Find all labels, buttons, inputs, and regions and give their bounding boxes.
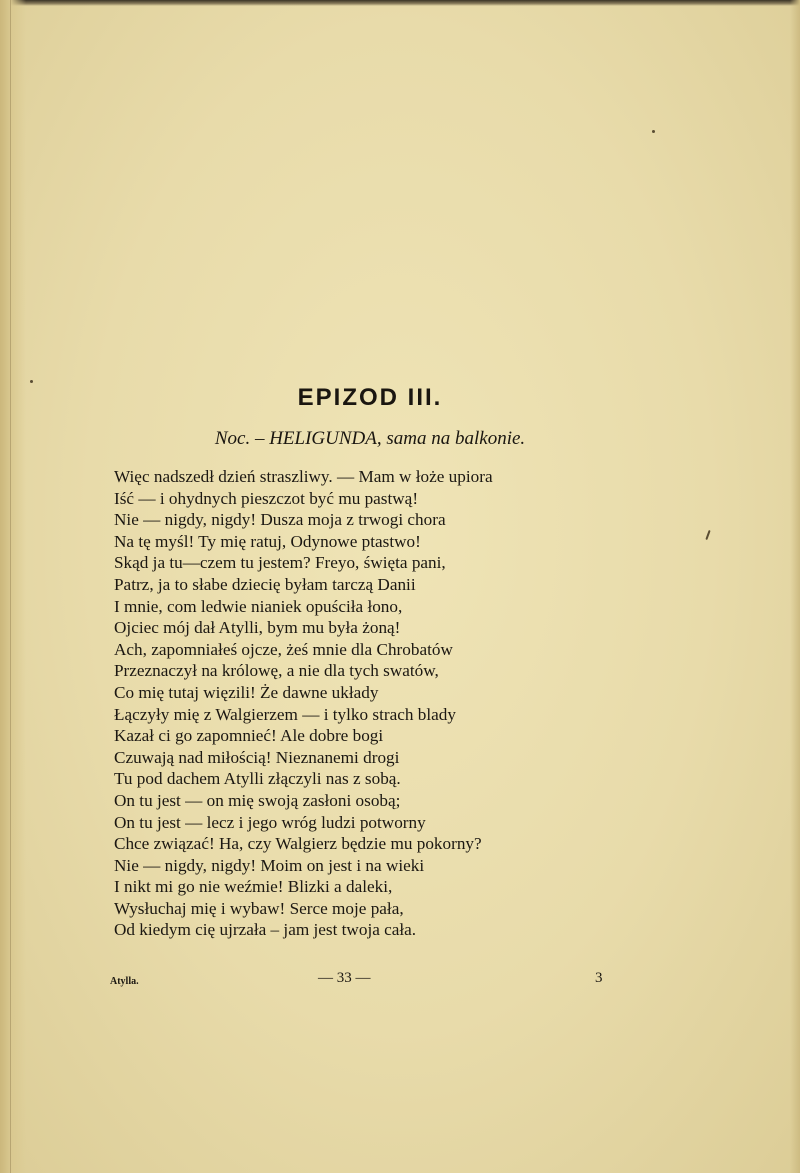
binding-fold <box>10 0 11 1173</box>
stage-direction: Noc. – HELIGUNDA, sama na balkonie. <box>214 428 526 449</box>
poem-line: Łączyły mię z Walgierzem — i tylko strach blady <box>114 704 456 724</box>
poem-line: Iść — i ohydnych pieszczot być mu pastwą! <box>114 488 419 508</box>
poem-line: Nie — nigdy, nigdy! Dusza moja z trwogi chora <box>114 510 446 530</box>
poem-line: Patrz, ja to słabe dziecię byłam tarczą Danii <box>114 574 416 594</box>
poem-line: Od kiedym cię ujrzała – jam jest twoja cała. <box>114 920 417 940</box>
page-number: — 33 — <box>318 970 371 986</box>
poem-line: Ach, zapomniałeś ojcze, żeś mnie dla Chrobatów <box>114 639 453 659</box>
page-right-edge <box>790 0 800 1173</box>
poem-line: Czuwają nad miłością! Nieznanemi drogi <box>114 747 400 767</box>
poem-line: Nie — nigdy, nigdy! Moim on jest i na wieki <box>114 855 425 875</box>
poem-line: Co mię tutaj więzili! Że dawne układy <box>114 682 379 702</box>
poem-line: Ojciec mój dał Atylli, bym mu była żoną! <box>114 618 401 638</box>
poem-line: Wysłuchaj mię i wybaw! Serce moje pała, <box>114 898 404 918</box>
poem-line: I mnie, com ledwie nianiek opuściła łono, <box>114 596 403 616</box>
episode-heading: EPIZOD III. <box>297 384 443 411</box>
poem-line: I nikt mi go nie weźmie! Blizki a daleki, <box>114 877 393 897</box>
signature-mark: 3 <box>595 970 603 986</box>
poem-line: On tu jest — lecz i jego wróg ludzi potworny <box>114 812 426 832</box>
poem-line: Kazał ci go zapomnieć! Ale dobre bogi <box>114 726 384 746</box>
page-top-edge <box>0 0 800 6</box>
poem-line: Tu pod dachem Atylli złączyli nas z sobą. <box>114 769 401 789</box>
paper-speck <box>30 380 33 383</box>
poem-line: Chce związać! Ha, czy Walgierz będzie mu pokorny? <box>114 834 482 854</box>
paper-speck <box>705 530 710 540</box>
poem-line: Przeznaczył na królowę, a nie dla tych swatów, <box>114 661 439 681</box>
paper-speck <box>652 130 655 133</box>
poem-line: On tu jest — on mię swoją zasłoni osobą; <box>114 790 401 810</box>
poem-line: Więc nadszedł dzień straszliwy. — Mam w łoże upiora <box>114 467 493 486</box>
running-footer-title: Atylla. <box>110 976 139 987</box>
poem-line: Skąd ja tu—czem tu jestem? Freyo, święta pani, <box>114 553 446 573</box>
page-left-edge <box>0 0 26 1173</box>
poem-body <box>114 466 574 941</box>
poem-line: Na tę myśl! Ty mię ratuj, Odynowe ptastwo! <box>114 531 421 551</box>
